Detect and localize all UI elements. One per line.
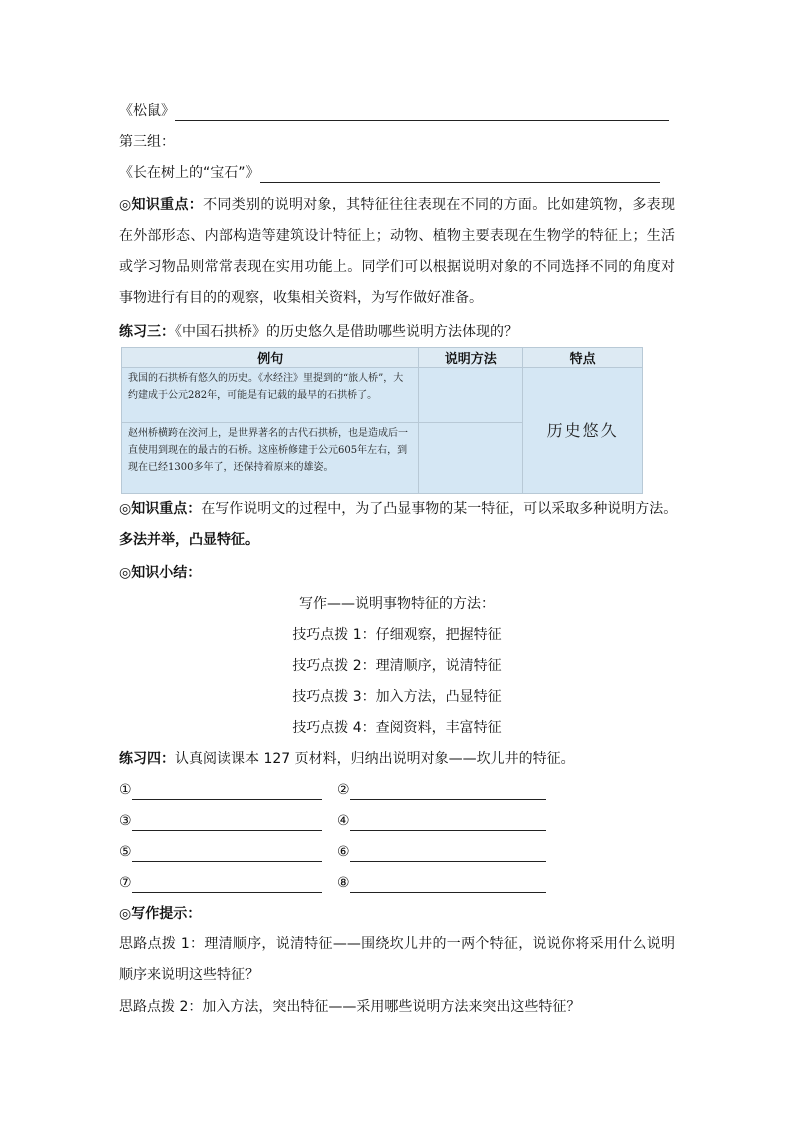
bridge-methods-table: [121, 347, 643, 494]
knowledge-point-text: 在写作说明文的过程中，为了凸显事物的某一特征，可以采取多种说明方法。: [201, 501, 678, 517]
knowledge-point-2: [119, 494, 679, 556]
method-answer-cell-2[interactable]: [419, 423, 523, 494]
feature-answer-line[interactable]: [350, 816, 546, 831]
knowledge-point-label: ◎知识重点：: [119, 197, 204, 213]
item-number: ②: [337, 782, 350, 798]
summary-title: 写作——说明事物特征的方法：: [299, 596, 495, 612]
table-header-row: [122, 348, 643, 368]
summary-tip-1: 技巧点拨 1：仔细观察，把握特征: [292, 627, 502, 643]
writing-tip-1: 思路点拨 1：理清顺序，说清特征——围绕坎儿井的一两个特征，说说你将采用什么说明顺序来说明这些特征？: [119, 936, 675, 983]
item-number: ⑦: [119, 875, 132, 891]
knowledge-point-1: [119, 190, 675, 314]
header-example-sentence: 例句: [122, 348, 419, 368]
header-feature: 特点: [523, 348, 643, 368]
feature-item-3: [119, 811, 322, 831]
item-number: ⑧: [337, 875, 350, 891]
gem-line: [119, 163, 660, 183]
squirrel-line: [119, 101, 669, 121]
exercise-three: [119, 322, 518, 342]
feature-answer-line[interactable]: [132, 785, 322, 800]
squirrel-answer-line[interactable]: [175, 106, 669, 121]
exercise-four-label: 练习四：: [119, 751, 175, 767]
feature-item-2: [337, 780, 546, 800]
feature-answer-line[interactable]: [350, 785, 546, 800]
knowledge-point-text: 不同类别的说明对象，其特征往往表现在不同的方面。比如建筑物，多表现在外部形态、内部构造等建筑设计特征上；动物、植物主要表现在生物学的特征上；生活或学习物品则常常表现在实用功能上。同学们可以根据说明对象的不同选择不同的角度对事物进行有目的的观察，收集相关资料，为写作做好准备。: [119, 197, 675, 306]
knowledge-point-emphasis: 多法并举，凸显特征。: [119, 532, 259, 548]
feature-item-5: [119, 842, 322, 862]
feature-item-8: [337, 873, 546, 893]
group-three-heading: 第三组：: [119, 134, 175, 150]
gem-answer-line[interactable]: [260, 168, 660, 183]
summary-tip-4: 技巧点拨 4：查阅资料，丰富特征: [292, 720, 502, 736]
exercise-three-question: 《中国石拱桥》的历史悠久是借助哪些说明方法体现的？: [175, 324, 518, 340]
writing-tip-2: 思路点拨 2：加入方法，突出特征——采用哪些说明方法来突出这些特征？: [119, 999, 581, 1015]
example-sentence-2: 赵州桥横跨在洨河上，是世界著名的古代石拱桥，也是造成后一直使用到现在的最古的石桥。这座桥修建于公元605年左右，到现在已经1300多年了，还保持着原来的雄姿。: [122, 423, 419, 494]
item-number: ①: [119, 782, 132, 798]
example-sentence-1: 我国的石拱桥有悠久的历史。《水经注》里提到的“旅人桥”，大约建成于公元282年，可能是有记载的最早的石拱桥了。: [122, 368, 419, 423]
feature-answer-line[interactable]: [132, 847, 322, 862]
writing-tips-label: ◎写作提示：: [119, 906, 202, 922]
feature-answer-line[interactable]: [132, 878, 322, 893]
knowledge-point-label: ◎知识重点：: [119, 501, 202, 517]
feature-answer-line[interactable]: [132, 816, 322, 831]
summary-tip-3: 技巧点拨 3：加入方法，凸显特征: [292, 689, 502, 705]
gem-title: 《长在树上的“宝石”》: [119, 165, 260, 181]
feature-answer-line[interactable]: [350, 847, 546, 862]
summary-tip-2: 技巧点拨 2：理清顺序，说清特征: [292, 658, 502, 674]
item-number: ③: [119, 813, 132, 829]
header-method: 说明方法: [419, 348, 523, 368]
feature-item-7: [119, 873, 322, 893]
feature-item-4: [337, 811, 546, 831]
item-number: ⑥: [337, 844, 350, 860]
table-row: [122, 368, 643, 423]
exercise-four: [119, 749, 575, 769]
feature-item-6: [337, 842, 546, 862]
item-number: ⑤: [119, 844, 132, 860]
feature-item-1: [119, 780, 322, 800]
method-answer-cell-1[interactable]: [419, 368, 523, 423]
feature-cell: 历史悠久: [523, 368, 643, 494]
exercise-three-label: 练习三：: [119, 324, 175, 340]
item-number: ④: [337, 813, 350, 829]
exercise-four-question: 认真阅读课本 127 页材料，归纳出说明对象——坎儿井的特征。: [175, 751, 575, 767]
feature-answer-line[interactable]: [350, 878, 546, 893]
squirrel-title: 《松鼠》: [119, 103, 175, 119]
knowledge-summary-label: ◎知识小结：: [119, 565, 202, 581]
